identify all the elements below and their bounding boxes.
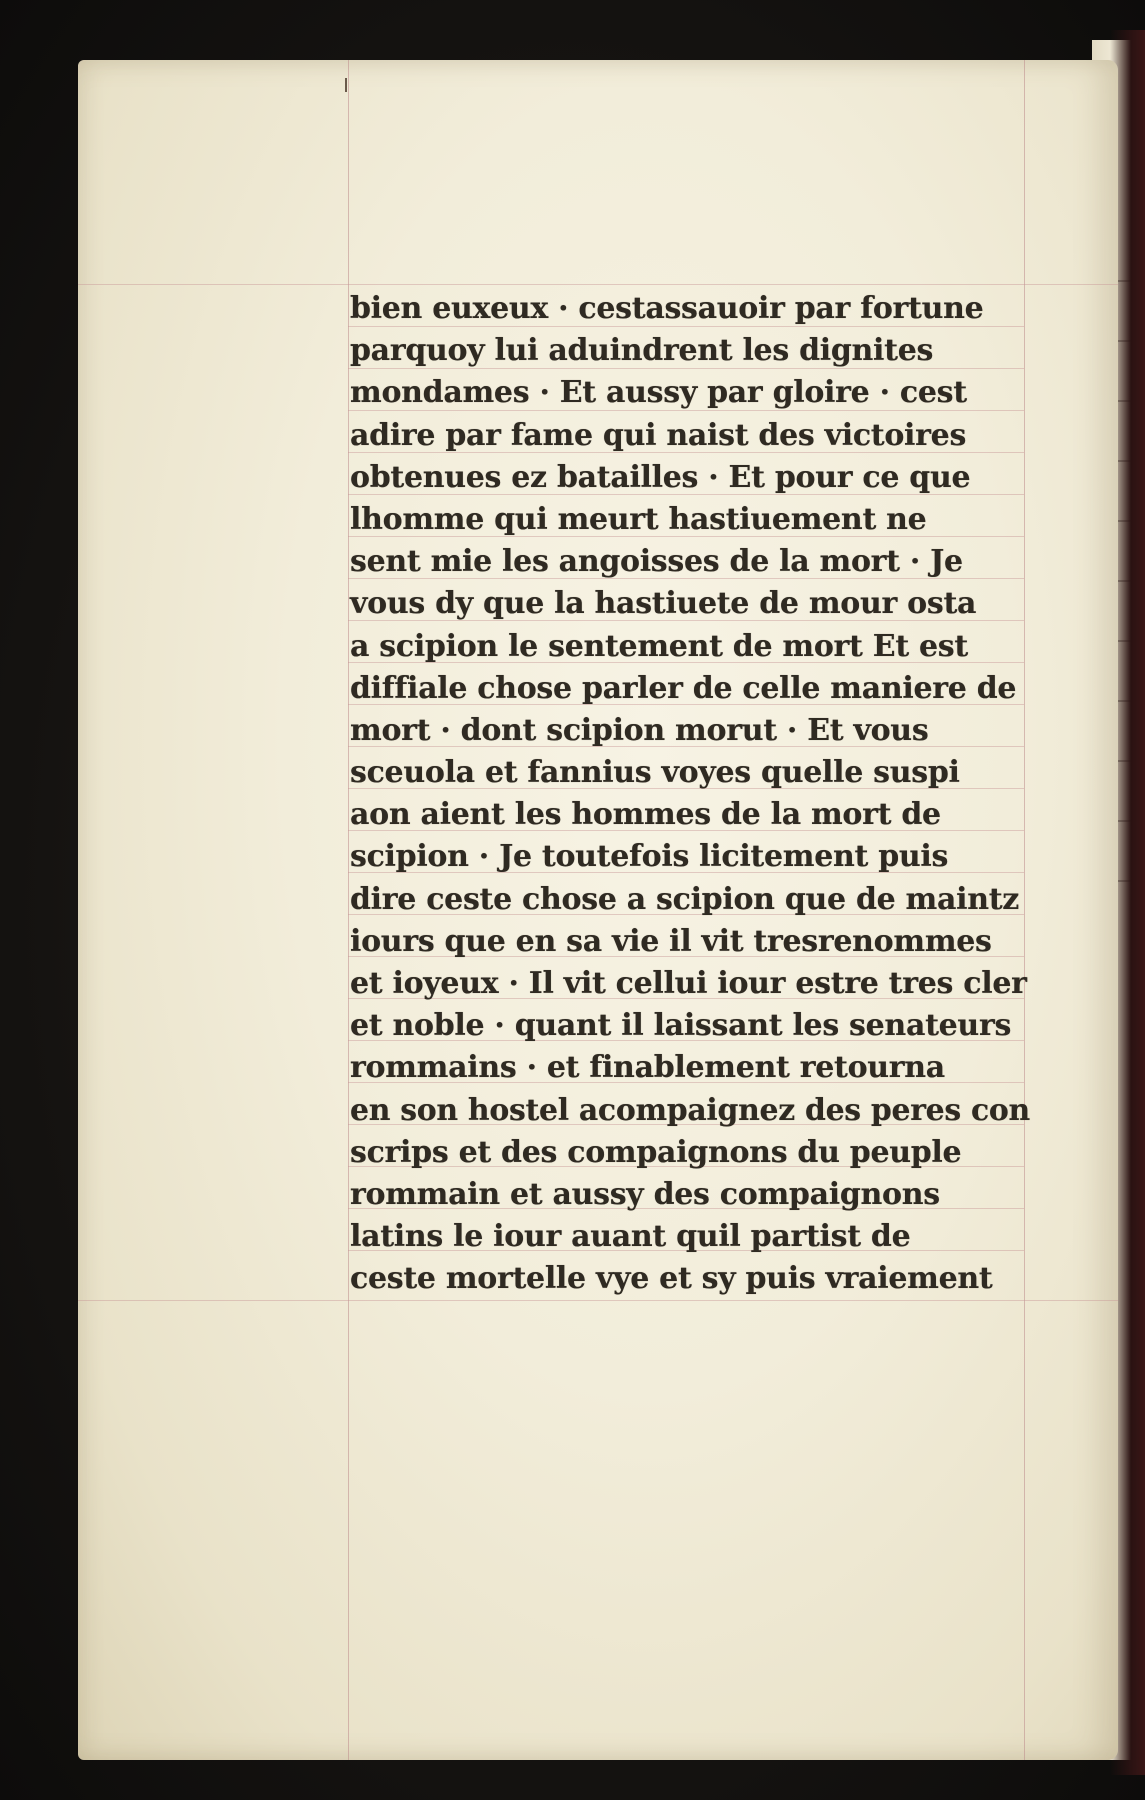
text-line-10: diffiale chose parler de celle maniere de	[350, 670, 1017, 706]
text-line-21: scrips et des compaignons du peuple	[350, 1134, 962, 1170]
text-line-3: mondames · Et aussy par gloire · cest	[350, 375, 967, 411]
text-line-1: bien euxeux · cestassauoir par fortune	[350, 291, 984, 326]
text-line-2: parquoy lui aduindrent les dignites	[350, 333, 934, 369]
text-line-12: sceuola et fannius voyes quelle suspi	[350, 755, 960, 791]
text-line-15: dire ceste chose a scipion que de maintz	[350, 881, 1020, 917]
text-line-22: rommain et aussy des compaignons	[350, 1176, 940, 1212]
text-line-4: adire par fame qui naist des victoires	[350, 417, 967, 453]
text-line-24: ceste mortelle vye et sy puis vraiement	[350, 1261, 993, 1297]
text-line-18: et noble · quant il laissant les senateurs	[350, 1008, 1012, 1044]
text-line-19: rommains · et finablement retourna	[350, 1050, 945, 1086]
text-line-8: vous dy que la hastiuete de mour osta	[350, 586, 977, 622]
ruling-left-margin	[348, 60, 349, 1760]
manuscript-text-block	[350, 288, 1030, 1301]
text-line-23: latins le iour auant quil partist de	[350, 1219, 911, 1255]
text-line-17: et ioyeux · Il vit cellui iour estre tres cler	[350, 966, 1027, 1001]
text-line-11: mort · dont scipion morut · Et vous	[350, 712, 929, 748]
text-line-16: iours que en sa vie il vit tresrenommes	[350, 923, 992, 959]
text-line-7: sent mie les angoisses de la mort · Je	[350, 544, 963, 580]
text-line-13: aon aient les hommes de la mort de	[350, 797, 941, 833]
text-line-6: lhomme qui meurt hastiuement ne	[350, 501, 927, 537]
text-line-14: scipion · Je toutefois licitement puis	[350, 839, 949, 875]
text-line-5: obtenues ez batailles · Et pour ce que	[350, 459, 971, 495]
text-line-20: en son hostel acompaignez des peres con	[350, 1092, 1030, 1128]
ruling-top-line	[78, 284, 1118, 285]
prick-mark	[345, 78, 347, 92]
text-line-9: a scipion le sentement de mort Et est	[350, 628, 968, 664]
